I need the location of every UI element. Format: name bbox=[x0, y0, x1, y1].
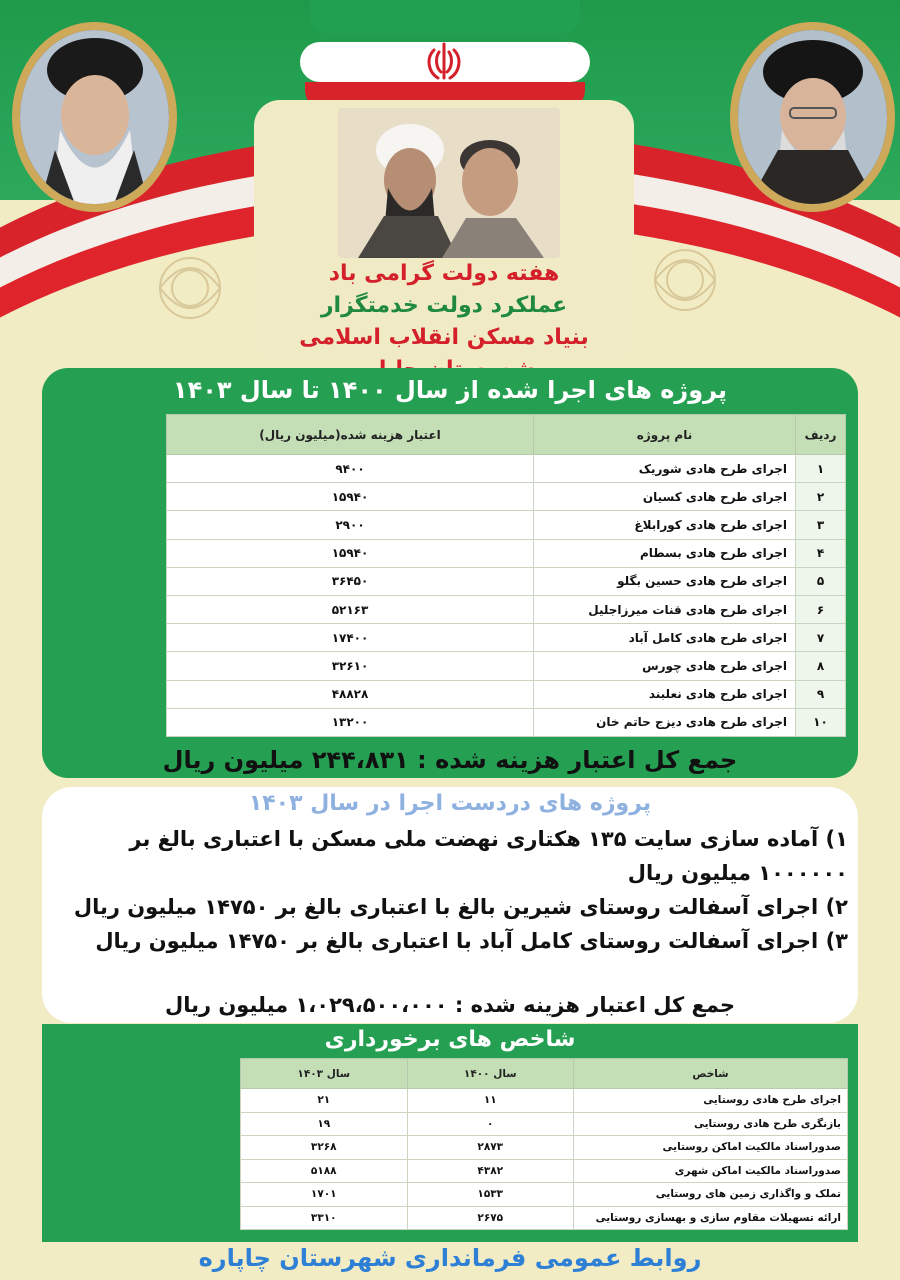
value-1400: ۲۸۷۳ bbox=[407, 1136, 574, 1160]
table-row bbox=[167, 567, 846, 595]
row-number: ۷ bbox=[796, 624, 846, 652]
table-row bbox=[167, 483, 846, 511]
col-1400-header: سال ۱۴۰۰ bbox=[407, 1059, 574, 1089]
table-row bbox=[167, 624, 846, 652]
table-row bbox=[167, 511, 846, 539]
project-name: اجرای طرح هادی نعلبند bbox=[534, 680, 796, 708]
col-indicator-header: شاخص bbox=[574, 1059, 848, 1089]
list-item: ۲) اجرای آسفالت روستای شیرین بالغ با اعتباری بالغ بر ۱۴۷۵۰ میلیون ریال bbox=[73, 895, 848, 919]
indicator-name: بازنگری طرح هادی روستایی bbox=[574, 1112, 848, 1136]
col-row-header: ردیف bbox=[796, 415, 846, 455]
ornament-left bbox=[140, 248, 240, 328]
col-name-header: نام پروژه bbox=[534, 415, 796, 455]
indicator-name: تملک و واگذاری زمین های روستایی bbox=[574, 1183, 848, 1207]
row-number: ۴ bbox=[796, 539, 846, 567]
project-name: اجرای طرح هادی حسین بگلو bbox=[534, 567, 796, 595]
project-name: اجرای طرح هادی کامل آباد bbox=[534, 624, 796, 652]
table-header-row bbox=[241, 1059, 848, 1089]
table-row bbox=[241, 1112, 848, 1136]
project-name: اجرای طرح هادی قنات میرزاجلیل bbox=[534, 595, 796, 623]
project-cost: ۳۶۴۵۰ bbox=[167, 567, 534, 595]
row-number: ۹ bbox=[796, 680, 846, 708]
value-1403: ۱۹ bbox=[241, 1112, 408, 1136]
row-number: ۱۰ bbox=[796, 708, 846, 736]
project-cost: ۱۳۲۰۰ bbox=[167, 708, 534, 736]
indicator-name: ارائه تسهیلات مقاوم سازی و بهسازی روستایی bbox=[574, 1206, 848, 1230]
completed-projects-table bbox=[166, 414, 846, 737]
martyrs-photo bbox=[338, 108, 560, 258]
value-1400: ۴۳۸۲ bbox=[407, 1159, 574, 1183]
value-1400: ۰ bbox=[407, 1112, 574, 1136]
list-item: ۳) اجرای آسفالت روستای کامل آباد با اعتباری بالغ بر ۱۴۷۵۰ میلیون ریال bbox=[95, 929, 848, 953]
col-1403-header: سال ۱۴۰۳ bbox=[241, 1059, 408, 1089]
indicator-name: اجرای طرح هادی روستایی bbox=[574, 1089, 848, 1113]
value-1403: ۱۷۰۱ bbox=[241, 1183, 408, 1207]
indicators-table bbox=[240, 1058, 848, 1230]
portrait-right bbox=[730, 22, 895, 212]
row-number: ۱ bbox=[796, 455, 846, 483]
title-line-1: هفته دولت گرامی باد bbox=[328, 261, 560, 286]
table-row bbox=[241, 1159, 848, 1183]
project-cost: ۱۵۹۴۰ bbox=[167, 483, 534, 511]
table-row bbox=[167, 708, 846, 736]
value-1403: ۳۲۶۸ bbox=[241, 1136, 408, 1160]
value-1400: ۱۵۳۳ bbox=[407, 1183, 574, 1207]
table-row bbox=[167, 539, 846, 567]
row-number: ۳ bbox=[796, 511, 846, 539]
project-cost: ۴۸۸۲۸ bbox=[167, 680, 534, 708]
project-cost: ۱۵۹۴۰ bbox=[167, 539, 534, 567]
project-name: اجرای طرح هادی کسیان bbox=[534, 483, 796, 511]
ongoing-projects-title: پروژه های دردست اجرا در سال ۱۴۰۳ bbox=[248, 791, 652, 816]
project-cost: ۱۷۴۰۰ bbox=[167, 624, 534, 652]
flag-green-bar bbox=[310, 0, 580, 34]
table-row bbox=[167, 680, 846, 708]
col-cost-header: اعتبار هزینه شده(میلیون ریال) bbox=[167, 415, 534, 455]
project-name: اجرای طرح هادی کورابلاغ bbox=[534, 511, 796, 539]
row-number: ۸ bbox=[796, 652, 846, 680]
title-line-3: بنیاد مسکن انقلاب اسلامی bbox=[299, 325, 589, 350]
completed-total: جمع کل اعتبار هزینه شده : ۲۴۴،۸۳۱ میلیون ریال bbox=[162, 746, 738, 774]
table-row bbox=[167, 455, 846, 483]
ongoing-total: جمع کل اعتبار هزینه شده : ۱،۰۲۹،۵۰۰،۰۰۰ میلیون ریال bbox=[164, 993, 736, 1017]
indicators-title: شاخص های برخورداری bbox=[324, 1027, 576, 1052]
row-number: ۵ bbox=[796, 567, 846, 595]
project-cost: ۲۹۰۰ bbox=[167, 511, 534, 539]
table-row bbox=[241, 1206, 848, 1230]
table-row bbox=[241, 1136, 848, 1160]
value-1400: ۲۶۷۵ bbox=[407, 1206, 574, 1230]
list-item: ۱) آماده سازی سایت ۱۳۵ هکتاری نهضت ملی مسکن با اعتباری بالغ بر ۱۰۰۰۰۰۰ میلیون ریال bbox=[129, 827, 848, 885]
project-cost: ۳۲۶۱۰ bbox=[167, 652, 534, 680]
header-titles bbox=[254, 258, 634, 386]
project-name: اجرای طرح هادی بسطام bbox=[534, 539, 796, 567]
indicator-name: صدوراسناد مالکیت اماکن روستایی bbox=[574, 1136, 848, 1160]
ongoing-projects-list bbox=[70, 822, 848, 958]
ornament-right bbox=[635, 240, 735, 320]
value-1403: ۵۱۸۸ bbox=[241, 1159, 408, 1183]
project-name: اجرای طرح هادی دیزج حاتم خان bbox=[534, 708, 796, 736]
iran-emblem-icon bbox=[420, 40, 468, 84]
value-1403: ۲۱ bbox=[241, 1089, 408, 1113]
indicator-name: صدوراسناد مالکیت اماکن شهری bbox=[574, 1159, 848, 1183]
title-line-2: عملکرد دولت خدمتگزار bbox=[320, 293, 568, 318]
table-header-row bbox=[167, 415, 846, 455]
table-row bbox=[167, 652, 846, 680]
portrait-left bbox=[12, 22, 177, 212]
project-cost: ۵۲۱۶۳ bbox=[167, 595, 534, 623]
project-name: اجرای طرح هادی چورس bbox=[534, 652, 796, 680]
project-cost: ۹۴۰۰ bbox=[167, 455, 534, 483]
footer-credit: روابط عمومی فرمانداری شهرستان چاپاره bbox=[198, 1244, 702, 1272]
table-row bbox=[241, 1089, 848, 1113]
completed-projects-title: پروژه های اجرا شده از سال ۱۴۰۰ تا سال ۱۴۰۳ bbox=[172, 376, 728, 404]
value-1403: ۳۳۱۰ bbox=[241, 1206, 408, 1230]
project-name: اجرای طرح هادی شوریک bbox=[534, 455, 796, 483]
row-number: ۶ bbox=[796, 595, 846, 623]
value-1400: ۱۱ bbox=[407, 1089, 574, 1113]
table-row bbox=[241, 1183, 848, 1207]
table-row bbox=[167, 595, 846, 623]
row-number: ۲ bbox=[796, 483, 846, 511]
